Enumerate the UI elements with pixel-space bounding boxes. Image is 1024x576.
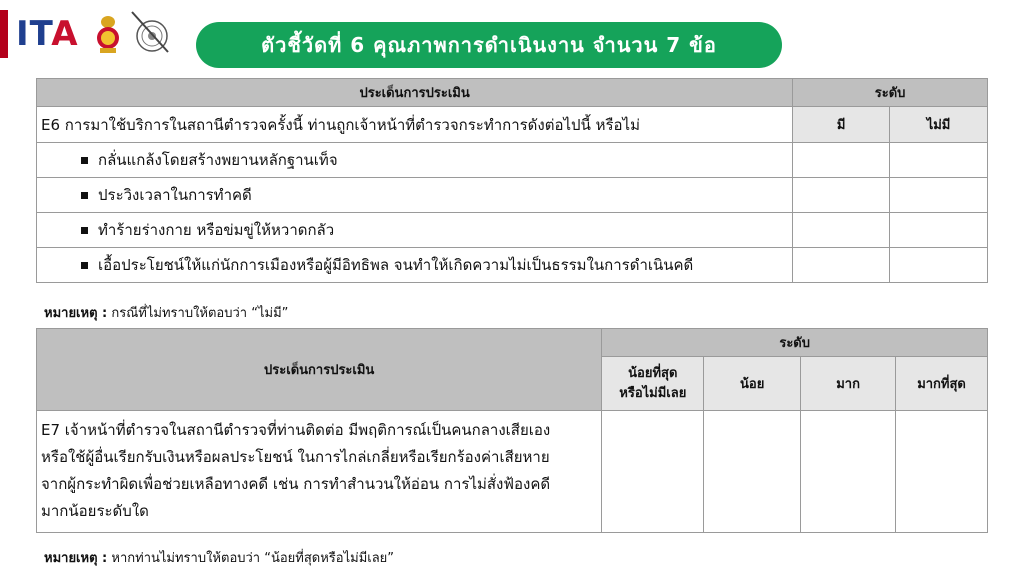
question-e7: E7 เจ้าหน้าที่ตำรวจในสถานีตำรวจที่ท่านติดต่อ มีพฤติการณ์เป็นคนกลางเสียเอง หรือใช้ผู้อื่นเรียกรับเงินหรือผลประโยชน์ ในการไกล่เกลี่ยหรือเรียกร้องค่าเสียหาย จากผู้กระทำผิดเพื่อช่วยเหลือทางคดี เช่น การทำสำนวนให้อ่อน การไม่สั่งฟ้องคดี มากน้อยระดับใด — [37, 411, 602, 533]
answer-cell-highest[interactable] — [896, 411, 988, 533]
assessment-table-e7 — [36, 328, 988, 533]
answer-cell-no[interactable] — [890, 178, 988, 213]
list-item: ประวิงเวลาในการทำคดี — [37, 178, 793, 213]
assessment-table-e6 — [36, 78, 988, 283]
answer-cell-least[interactable] — [602, 411, 704, 533]
header-level: ระดับ — [602, 329, 988, 357]
ita-logo-text: ITA — [16, 14, 79, 54]
note-label: หมายเหตุ : — [44, 306, 108, 321]
police-emblem-icon — [94, 14, 122, 54]
level-highest-label: มากที่สุด — [896, 357, 988, 411]
answer-cell-high[interactable] — [801, 411, 896, 533]
answer-cell-no[interactable] — [890, 213, 988, 248]
list-item: กลั่นแกล้งโดยสร้างพยานหลักฐานเท็จ — [37, 143, 793, 178]
answer-cell-low[interactable] — [704, 411, 801, 533]
answer-cell-no[interactable] — [890, 143, 988, 178]
answer-cell-yes[interactable] — [793, 178, 890, 213]
note-label: หมายเหตุ : — [44, 551, 108, 566]
ita-logo — [16, 14, 96, 54]
level-high-label: มาก — [801, 357, 896, 411]
accent-bar — [0, 10, 8, 58]
header-level: ระดับ — [793, 79, 988, 107]
question-e6: E6 การมาใช้บริการในสถานีตำรวจครั้งนี้ ท่านถูกเจ้าหน้าที่ตำรวจกระทำการดังต่อไปนี้ หรือไม่ — [37, 107, 793, 143]
option-yes-label: มี — [793, 107, 890, 143]
note-e7 — [44, 547, 394, 568]
seal-emblem-icon — [128, 8, 172, 56]
bullet-icon — [81, 262, 88, 269]
note-text: หากท่านไม่ทราบให้ตอบว่า “น้อยที่สุดหรือไม่มีเลย” — [107, 551, 395, 566]
answer-cell-yes[interactable] — [793, 248, 890, 283]
note-text: กรณีที่ไม่ทราบให้ตอบว่า “ไม่มี” — [107, 306, 289, 321]
bullet-icon — [81, 157, 88, 164]
list-item: เอื้อประโยชน์ให้แก่นักการเมืองหรือผู้มีอิทธิพล จนทำให้เกิดความไม่เป็นธรรมในการดำเนินคดี — [37, 248, 793, 283]
bullet-icon — [81, 227, 88, 234]
option-no-label: ไม่มี — [890, 107, 988, 143]
header-issue: ประเด็นการประเมิน — [37, 329, 602, 411]
answer-cell-yes[interactable] — [793, 143, 890, 178]
list-item: ทำร้ายร่างกาย หรือข่มขู่ให้หวาดกลัว — [37, 213, 793, 248]
answer-cell-yes[interactable] — [793, 213, 890, 248]
level-low-label: น้อย — [704, 357, 801, 411]
answer-cell-no[interactable] — [890, 248, 988, 283]
note-e6 — [44, 302, 288, 323]
page-title: ตัวชี้วัดที่ 6 คุณภาพการดำเนินงาน จำนวน 7 ข้อ — [196, 22, 782, 68]
bullet-icon — [81, 192, 88, 199]
level-least-label: น้อยที่สุด หรือไม่มีเลย — [602, 357, 704, 411]
header-issue: ประเด็นการประเมิน — [37, 79, 793, 107]
